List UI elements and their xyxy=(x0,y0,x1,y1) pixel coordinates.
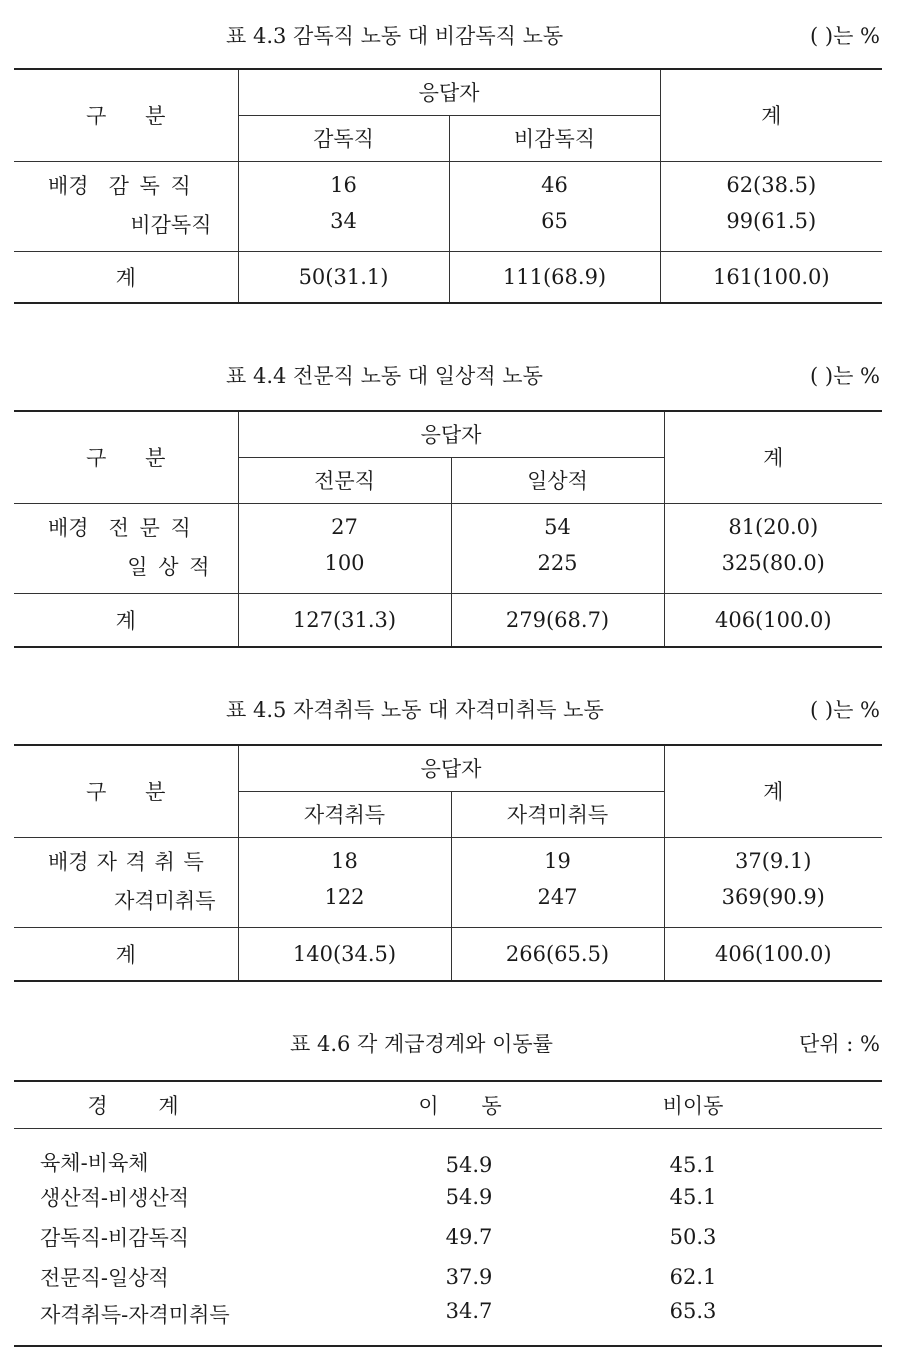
table-cell: 62(38.5) xyxy=(726,173,817,198)
unit-note: ( )는 % xyxy=(810,698,880,722)
table-cell: 50(31.1) xyxy=(238,251,449,303)
table-cell: 111(68.9) xyxy=(449,251,660,303)
total-header: 계 xyxy=(664,411,882,503)
boundary-header: 경 계 xyxy=(14,1081,354,1129)
table-cell: 16 xyxy=(238,161,449,209)
mobile-cell: 49.7 xyxy=(445,1224,493,1249)
mobile-cell: 37.9 xyxy=(445,1264,493,1289)
row-label xyxy=(14,837,238,885)
col-header: 전문직 xyxy=(238,457,451,503)
table-title: 표 4.4 전문직 노동 대 일상적 노동 xyxy=(226,364,543,388)
table-4-3 xyxy=(14,68,882,304)
row-label-text: 감 독 직 xyxy=(108,174,193,199)
table-4-3-caption xyxy=(0,20,900,50)
table-cell: 18 xyxy=(238,837,451,885)
row-label: 일 상 적 xyxy=(14,551,238,593)
row-group-label: 배경 xyxy=(48,516,89,541)
table-cell: 406(100.0) xyxy=(664,593,882,647)
unit-note: ( )는 % xyxy=(810,24,880,48)
unit-note: 단위 : % xyxy=(799,1032,880,1056)
table-cell: 369(90.9) xyxy=(664,885,882,927)
immobile-cell: 45.1 xyxy=(669,1184,717,1209)
group-header: 응답자 xyxy=(238,745,664,791)
table-4-5-caption xyxy=(0,694,900,724)
boundary-cell: 전문직-일상적 xyxy=(40,1265,169,1290)
total-row-label: 계 xyxy=(14,927,238,981)
table-title: 표 4.5 자격취득 노동 대 자격미취득 노동 xyxy=(226,698,604,722)
table-cell: 99(61.5) xyxy=(660,209,882,251)
total-row-label: 계 xyxy=(14,251,238,303)
immobile-header: 비이동 xyxy=(584,1081,882,1129)
group-header: 응답자 xyxy=(238,69,660,115)
immobile-cell: 50.3 xyxy=(669,1224,717,1249)
table-cell: 127(31.3) xyxy=(238,593,451,647)
table-cell: 140(34.5) xyxy=(238,927,451,981)
table-cell: 54 xyxy=(451,503,664,551)
immobile-cell: 65.3 xyxy=(584,1297,882,1346)
table-cell: 406(100.0) xyxy=(664,927,882,981)
table-cell: 100 xyxy=(238,551,451,593)
col-header: 자격취득 xyxy=(238,791,451,837)
table-cell: 34 xyxy=(238,209,449,251)
table-4-4-caption xyxy=(0,360,900,390)
table-title: 표 4.6 각 계급경계와 이동률 xyxy=(290,1032,553,1056)
table-cell: 81(20.0) xyxy=(728,515,819,540)
immobile-cell: 45.1 xyxy=(669,1152,717,1177)
table-cell: 161(100.0) xyxy=(660,251,882,303)
table-4-5 xyxy=(14,744,882,982)
row-group-label: 배경 xyxy=(48,850,89,875)
mobile-cell: 54.9 xyxy=(445,1184,493,1209)
row-label xyxy=(14,161,238,209)
stub-header: 구 분 xyxy=(14,745,238,837)
row-label-text: 자 격 취 득 xyxy=(96,850,205,875)
table-cell: 65 xyxy=(449,209,660,251)
total-header: 계 xyxy=(664,745,882,837)
col-header: 비감독직 xyxy=(449,115,660,161)
mobile-header: 이 동 xyxy=(354,1081,584,1129)
row-label-text: 전 문 직 xyxy=(108,516,193,541)
immobile-cell: 62.1 xyxy=(669,1264,717,1289)
table-4-6 xyxy=(14,1080,882,1347)
boundary-cell: 자격취득-자격미취득 xyxy=(14,1297,354,1346)
col-header: 감독직 xyxy=(238,115,449,161)
table-cell: 279(68.7) xyxy=(451,593,664,647)
table-title: 표 4.3 감독직 노동 대 비감독직 노동 xyxy=(226,24,564,48)
table-cell: 325(80.0) xyxy=(664,551,882,593)
row-label: 비감독직 xyxy=(14,209,238,251)
table-cell: 122 xyxy=(238,885,451,927)
mobile-cell: 54.9 xyxy=(445,1152,493,1177)
table-cell: 266(65.5) xyxy=(451,927,664,981)
table-4-4 xyxy=(14,410,882,648)
table-cell: 27 xyxy=(238,503,451,551)
row-group-label: 배경 xyxy=(48,174,89,199)
col-header: 일상적 xyxy=(451,457,664,503)
group-header: 응답자 xyxy=(238,411,664,457)
boundary-cell: 생산적-비생산적 xyxy=(40,1185,190,1210)
stub-header: 구 분 xyxy=(14,411,238,503)
stub-header: 구 분 xyxy=(14,69,238,161)
total-header: 계 xyxy=(660,69,882,161)
boundary-cell: 육체-비육체 xyxy=(40,1150,149,1175)
mobile-cell: 34.7 xyxy=(354,1297,584,1346)
table-cell: 37(9.1) xyxy=(735,849,812,874)
row-label xyxy=(14,503,238,551)
col-header: 자격미취득 xyxy=(451,791,664,837)
table-cell: 247 xyxy=(451,885,664,927)
boundary-cell: 감독직-비감독직 xyxy=(40,1225,190,1250)
row-label: 자격미취득 xyxy=(14,885,238,927)
table-4-6-caption xyxy=(0,1028,900,1058)
table-cell: 19 xyxy=(451,837,664,885)
unit-note: ( )는 % xyxy=(810,364,880,388)
table-cell: 225 xyxy=(451,551,664,593)
total-row-label: 계 xyxy=(14,593,238,647)
table-cell: 46 xyxy=(449,161,660,209)
